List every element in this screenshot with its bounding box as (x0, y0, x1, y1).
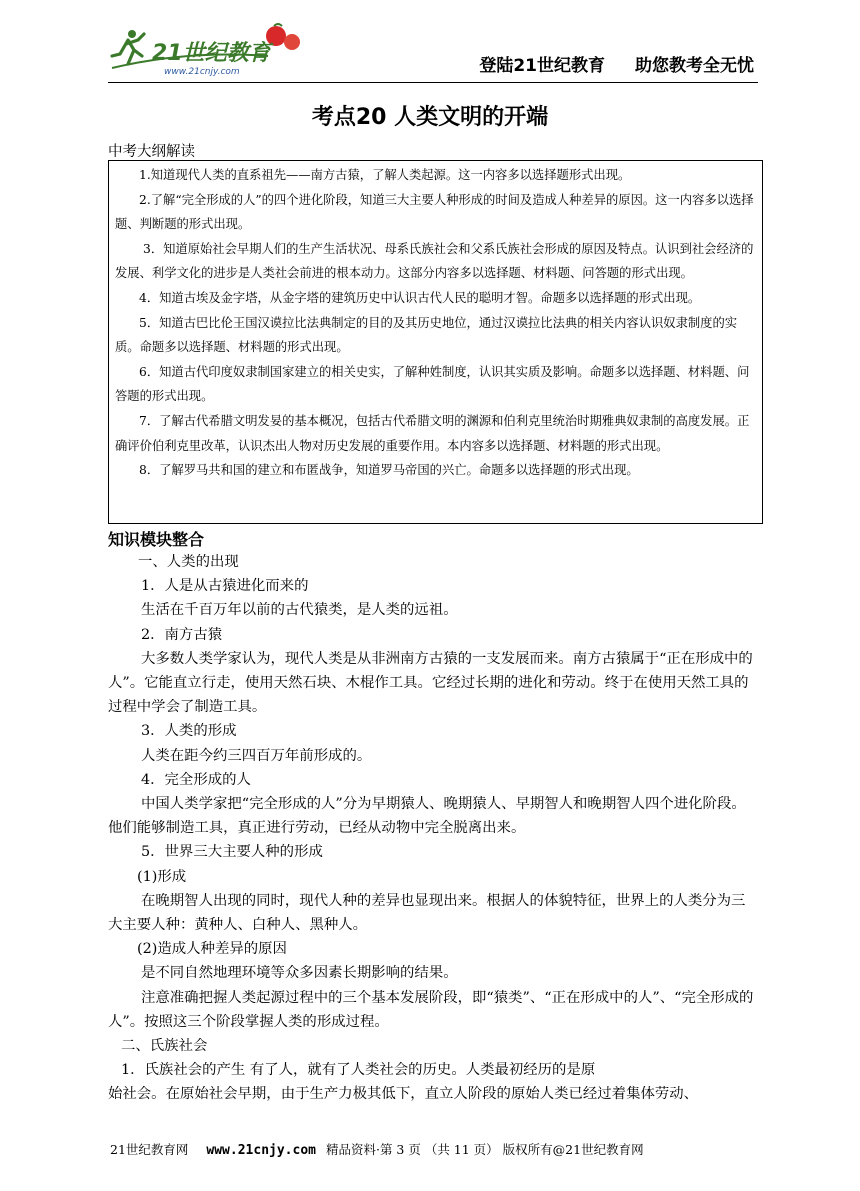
header-slogan (479, 51, 754, 76)
subsection-heading: 3．人类的形成 (141, 723, 237, 740)
sub-item-heading: (2)造成人种差异的原因 (137, 941, 287, 958)
page-header (108, 20, 758, 83)
paragraph: 中国人类学家把“完全形成的人”分为早期猿人、晚期猿人、早期智人和晚期智人四个进化阶段。他们能够制造工具，真正进行劳动，已经从动物中完全脱离出来。 (108, 796, 746, 837)
outline-item: 6．知道古代印度奴隶制国家建立的相关史实，了解种姓制度，认识其实质及影响。命题多以选择题、材料题、问答题的形式出现。 (115, 364, 750, 404)
slogan-help: 助您教考全无忧 (635, 56, 754, 76)
module-heading: 知识模块整合 (108, 530, 205, 549)
paragraph: 人类在距今约三四百万年前形成的。 (141, 747, 372, 764)
section-heading: 二、氏族社会 (121, 1038, 208, 1055)
footer-right: 精品资料·第 3 页 （共 11 页） 版权所有@21世纪教育网 (325, 1142, 644, 1157)
outline-box (108, 160, 763, 524)
subsection-heading: 2．南方古猿 (141, 626, 223, 643)
footer-left: 21世纪教育网 (110, 1142, 189, 1157)
paragraph: 是不同自然地理环境等众多因素长期影响的结果。 (141, 965, 458, 982)
outline-item: 8．了解罗马共和国的建立和布匿战争，知道罗马帝国的兴亡。命题多以选择题的形式出现。 (139, 463, 639, 478)
outline-item: 5．知道古巴比伦王国汉谟拉比法典制定的目的及其历史地位，通过汉谟拉比法典的相关内容认识奴隶制度的实质。命题多以选择题、材料题的形式出现。 (115, 315, 738, 355)
paragraph: 大多数人类学家认为，现代人类是从非洲南方古猿的一支发展而来。南方古猿属于“正在形成中的人”。它能直立行走，使用天然石块、木棍作工具。它经过长期的进化和劳动。终于在使用天然工具的过程中学会了制造工具。 (108, 650, 753, 716)
subsection-heading: 4．完全形成的人 (141, 771, 251, 788)
outline-item: 1.知道现代人类的直系祖先——南方古猿，了解人类起源。这一内容多以选择题形式出现。 (139, 168, 631, 182)
slogan-login: 登陆21世纪教育 (479, 56, 605, 76)
outline-item: 2.了解“完全形成的人”的四个进化阶段，知道三大主要人种形成的时间及造成人种差异的原因。这一内容多以选择题、判断题的形式出现。 (115, 192, 754, 232)
logo-text: 21世纪教育 (152, 41, 271, 66)
paragraph: 1．氏族社会的产生 有了人，就有了人类社会的历史。人类最初经历的是原 (121, 1062, 596, 1079)
subsection-heading: 5．世界三大主要人种的形成 (141, 844, 323, 861)
outline-item: 7．了解古代希腊文明发妟的基本概况，包括古代希腊文明的渊源和伯利克里统治时期雅典奴隶制的高度发展。正确评价伯利克里改革，认识杰出人物对历史发展的重要作用。本内容多以选择题、材料题的形式出现。 (115, 413, 750, 453)
section-heading: 一、人类的出现 (138, 554, 239, 570)
paragraph: 生活在千百万年以前的古代猿类，是人类的远祖。 (141, 602, 458, 619)
subsection-heading: 1．人是从古猿进化而来的 (141, 578, 309, 595)
logo-21cnjy (108, 20, 308, 80)
outline-item: 3．知道原始社会早期人们的生产生活状况、母系氏族社会和父系氏族社会形成的原因及特点。认识到社会经济的发展、利学文化的进步是人类社会前进的根本动力。这部分内容多以选择题、材料题、问答题的形式出现。 (115, 241, 754, 281)
main-content (108, 550, 756, 1107)
page-footer (110, 1140, 644, 1158)
paragraph: 始社会。在原始社会早期，由于生产力极其低下，直立人阶段的原始人类已经过着集体劳动、 (108, 1086, 699, 1103)
paragraph: 在晚期智人出现的同时，现代人种的差异也显现出来。根据人的体貌特征，世界上的人类分为三大主要人种：黄种人、白种人、黑种人。 (108, 892, 746, 934)
note-paragraph: 注意准确把握人类起源过程中的三个基本发展阶段，即“猿类”、“正在形成中的人”、“完全形成的人”。按照这三个阶段掌握人类的形成过程。 (108, 989, 754, 1030)
page-title: 考点20 人类文明的开端 (311, 105, 549, 130)
sub-item-heading: (1)形成 (137, 868, 187, 885)
outline-label: 中考大纲解读 (108, 144, 195, 160)
logo-url: www.21cnjy.com (164, 67, 240, 77)
outline-item: 4．知道古埃及金字塔，从金字塔的建筑历史中认识古代人民的聪明才智。命题多以选择题的形式出现。 (139, 290, 701, 305)
footer-site-link[interactable]: www.21cnjy.com (206, 1143, 316, 1158)
